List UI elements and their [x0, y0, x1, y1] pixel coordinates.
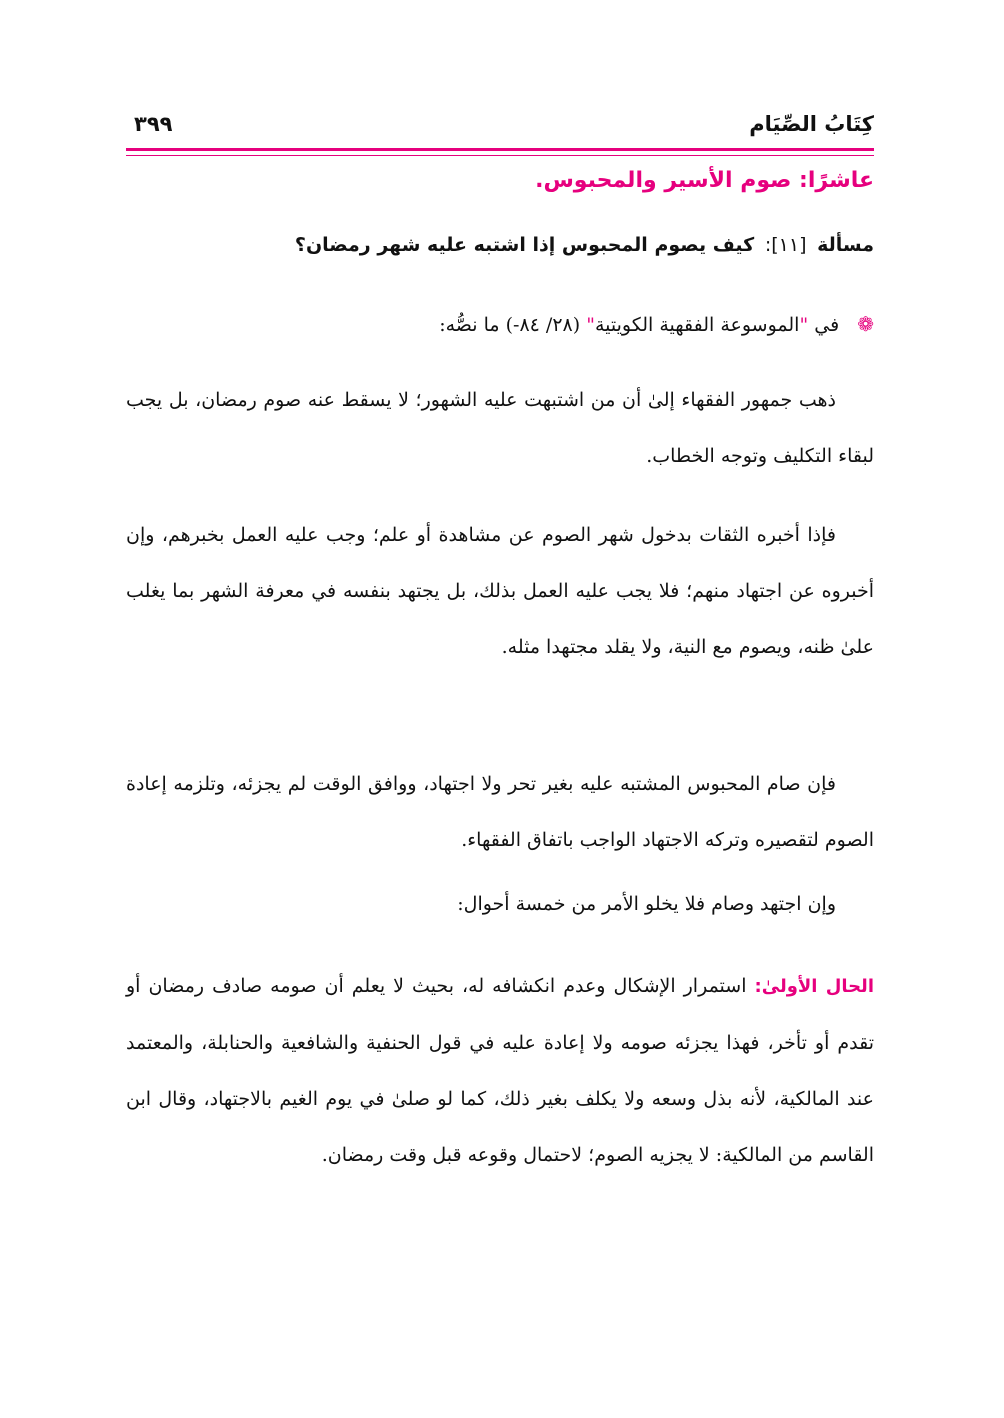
paragraph-4: وإن اجتهد وصام فلا يخلو الأمر من خمسة أحوال:: [457, 893, 836, 915]
source-title: الموسوعة الفقهية الكويتية: [594, 314, 800, 336]
header-rule-thick: [126, 148, 874, 151]
first-state-label: الحال الأولىٰ:: [754, 976, 874, 997]
book-title: كِتَابُ الصِّيَام: [749, 112, 874, 136]
question-line: [295, 234, 874, 256]
source-suffix: (٢٨/ ٨٤-) ما نصُّه:: [439, 314, 581, 336]
book-page: [126, 0, 874, 1418]
close-quote: ": [586, 314, 595, 336]
paragraph-5: [126, 958, 874, 1183]
flower-ornament-icon: ❁: [857, 312, 874, 336]
paragraph-3: فإن صام المحبوس المشتبه عليه بغير تحر ولا اجتهاد، ووافق الوقت لم يجزئه، وتلزمه إعادة الصوم لتقصيره وتركه الاجتهاد الواجب باتفاق الفقهاء.: [126, 773, 874, 851]
source-prefix: في: [814, 314, 840, 336]
paragraph-1: ذهب جمهور الفقهاء إلىٰ أن من اشتبهت عليه الشهور؛ لا يسقط عنه صوم رمضان، بل يجب لبقاء التكليف وتوجه الخطاب.: [126, 389, 874, 467]
source-citation: [439, 312, 874, 336]
question-text: كيف يصوم المحبوس إذا اشتبه عليه شهر رمضان؟: [294, 234, 755, 256]
section-heading: عاشرًا: صوم الأسير والمحبوس.: [535, 168, 874, 193]
open-quote: ": [799, 314, 809, 336]
running-header: [126, 112, 874, 148]
header-rule-thin: [126, 155, 874, 156]
question-label: مسألة: [817, 234, 874, 256]
page-number: ٣٩٩: [134, 112, 173, 136]
paragraph-5-text: استمرار الإشكال وعدم انكشافه له، بحيث لا يعلم أن صومه صادف رمضان أو تقدم أو تأخر، فهذا يجزئه صومه ولا إعادة عليه في قول الحنفية والشافعية والحنابلة، والمعتمد عند المالكية، لأنه بذل وسعه ولا يكلف بغير ذلك، كما لو صلىٰ في يوم الغيم بالاجتهاد، وقال ابن القاسم من المالكية: لا يجزيه الصوم؛ لاحتمال وقوعه قبل وقت رمضان.: [126, 975, 874, 1166]
paragraph-2: فإذا أخبره الثقات بدخول شهر الصوم عن مشاهدة أو علم؛ وجب عليه العمل بخبرهم، وإن أخبروه عن اجتهاد منهم؛ فلا يجب عليه العمل بذلك، بل يجتهد بنفسه في معرفة الشهر بما يغلب علىٰ ظنه، ويصوم مع النية، ولا يقلد مجتهدا مثله.: [126, 524, 874, 658]
question-number: [١١]:: [764, 234, 807, 256]
